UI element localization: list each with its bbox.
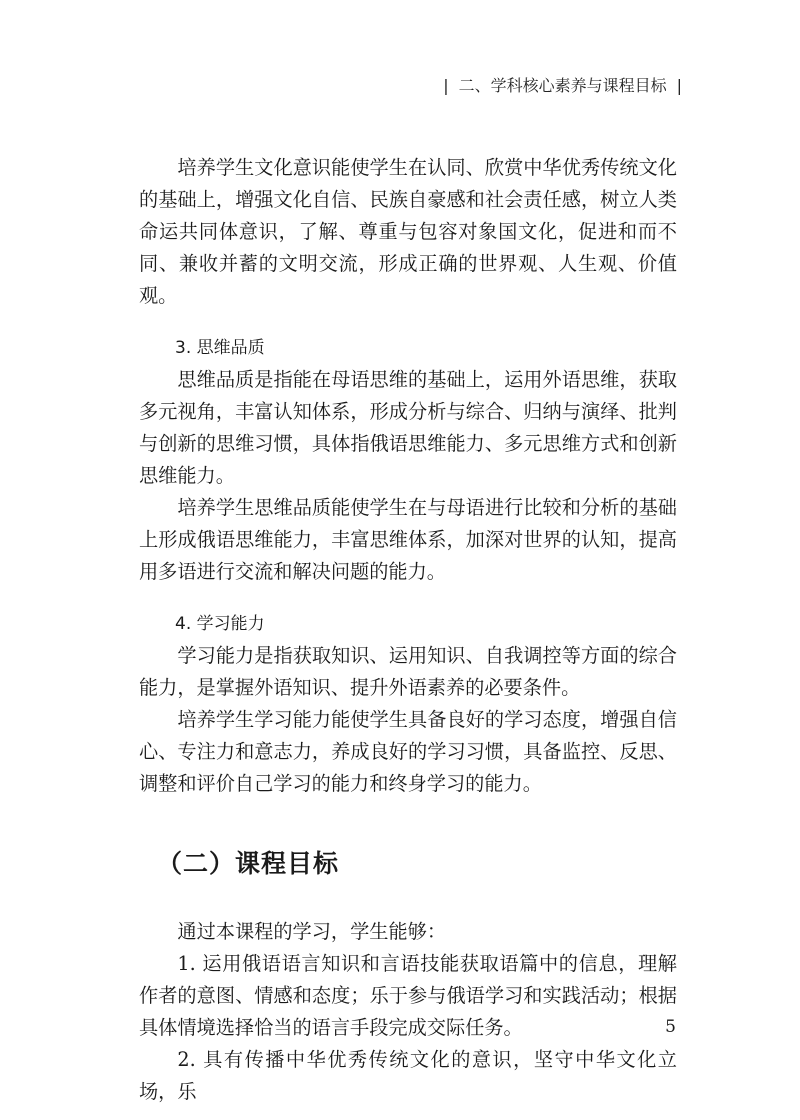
course-goals-title: （二）课程目标 — [157, 849, 340, 878]
page-body — [139, 152, 677, 1108]
section-3-heading: 3. 思维品质 — [175, 338, 265, 358]
header-left-bar: | — [443, 76, 449, 95]
page-number: 5 — [665, 1017, 676, 1037]
header-chapter-title: 二、学科核心素养与课程目标 — [458, 76, 667, 95]
goal-item-1: 1. 运用俄语语言知识和言语技能获取语篇中的信息，理解作者的意图、情感和态度；乐于参与俄语学习和实践活动；根据具体情境选择恰当的语言手段完成交际任务。 — [139, 952, 677, 1039]
intro-paragraph: 培养学生文化意识能使学生在认同、欣赏中华优秀传统文化的基础上，增强文化自信、民族自豪感和社会责任感，树立人类命运共同体意识，了解、尊重与包容对象国文化，促进和而不同、兼收并蓄的文明交流，形成正确的世界观、人生观、价值观。 — [139, 156, 677, 307]
goals-intro-paragraph: 通过本课程的学习，学生能够： — [177, 920, 447, 943]
section-3-paragraph-2: 培养学生思维品质能使学生在与母语进行比较和分析的基础上形成俄语思维能力，丰富思维体系，加深对世界的认知，提高用多语进行交流和解决问题的能力。 — [139, 496, 677, 583]
section-4-heading: 4. 学习能力 — [175, 614, 265, 634]
section-4-paragraph-2: 培养学生学习能力能使学生具备良好的学习态度，增强自信心、专注力和意志力，养成良好的学习习惯，具备监控、反思、调整和评价自己学习的能力和终身学习的能力。 — [139, 708, 677, 795]
section-4-paragraph-1: 学习能力是指获取知识、运用知识、自我调控等方面的综合能力，是掌握外语知识、提升外语素养的必要条件。 — [139, 644, 677, 699]
goal-item-2: 2. 具有传播中华优秀传统文化的意识，坚守中华文化立场，乐 — [139, 1048, 677, 1103]
section-3-paragraph-1: 思维品质是指能在母语思维的基础上，运用外语思维，获取多元视角，丰富认知体系，形成分析与综合、归纳与演绎、批判与创新的思维习惯，具体指俄语思维能力、多元思维方式和创新思维能力。 — [139, 368, 677, 487]
running-header — [433, 74, 692, 98]
header-right-bar: | — [676, 76, 682, 95]
